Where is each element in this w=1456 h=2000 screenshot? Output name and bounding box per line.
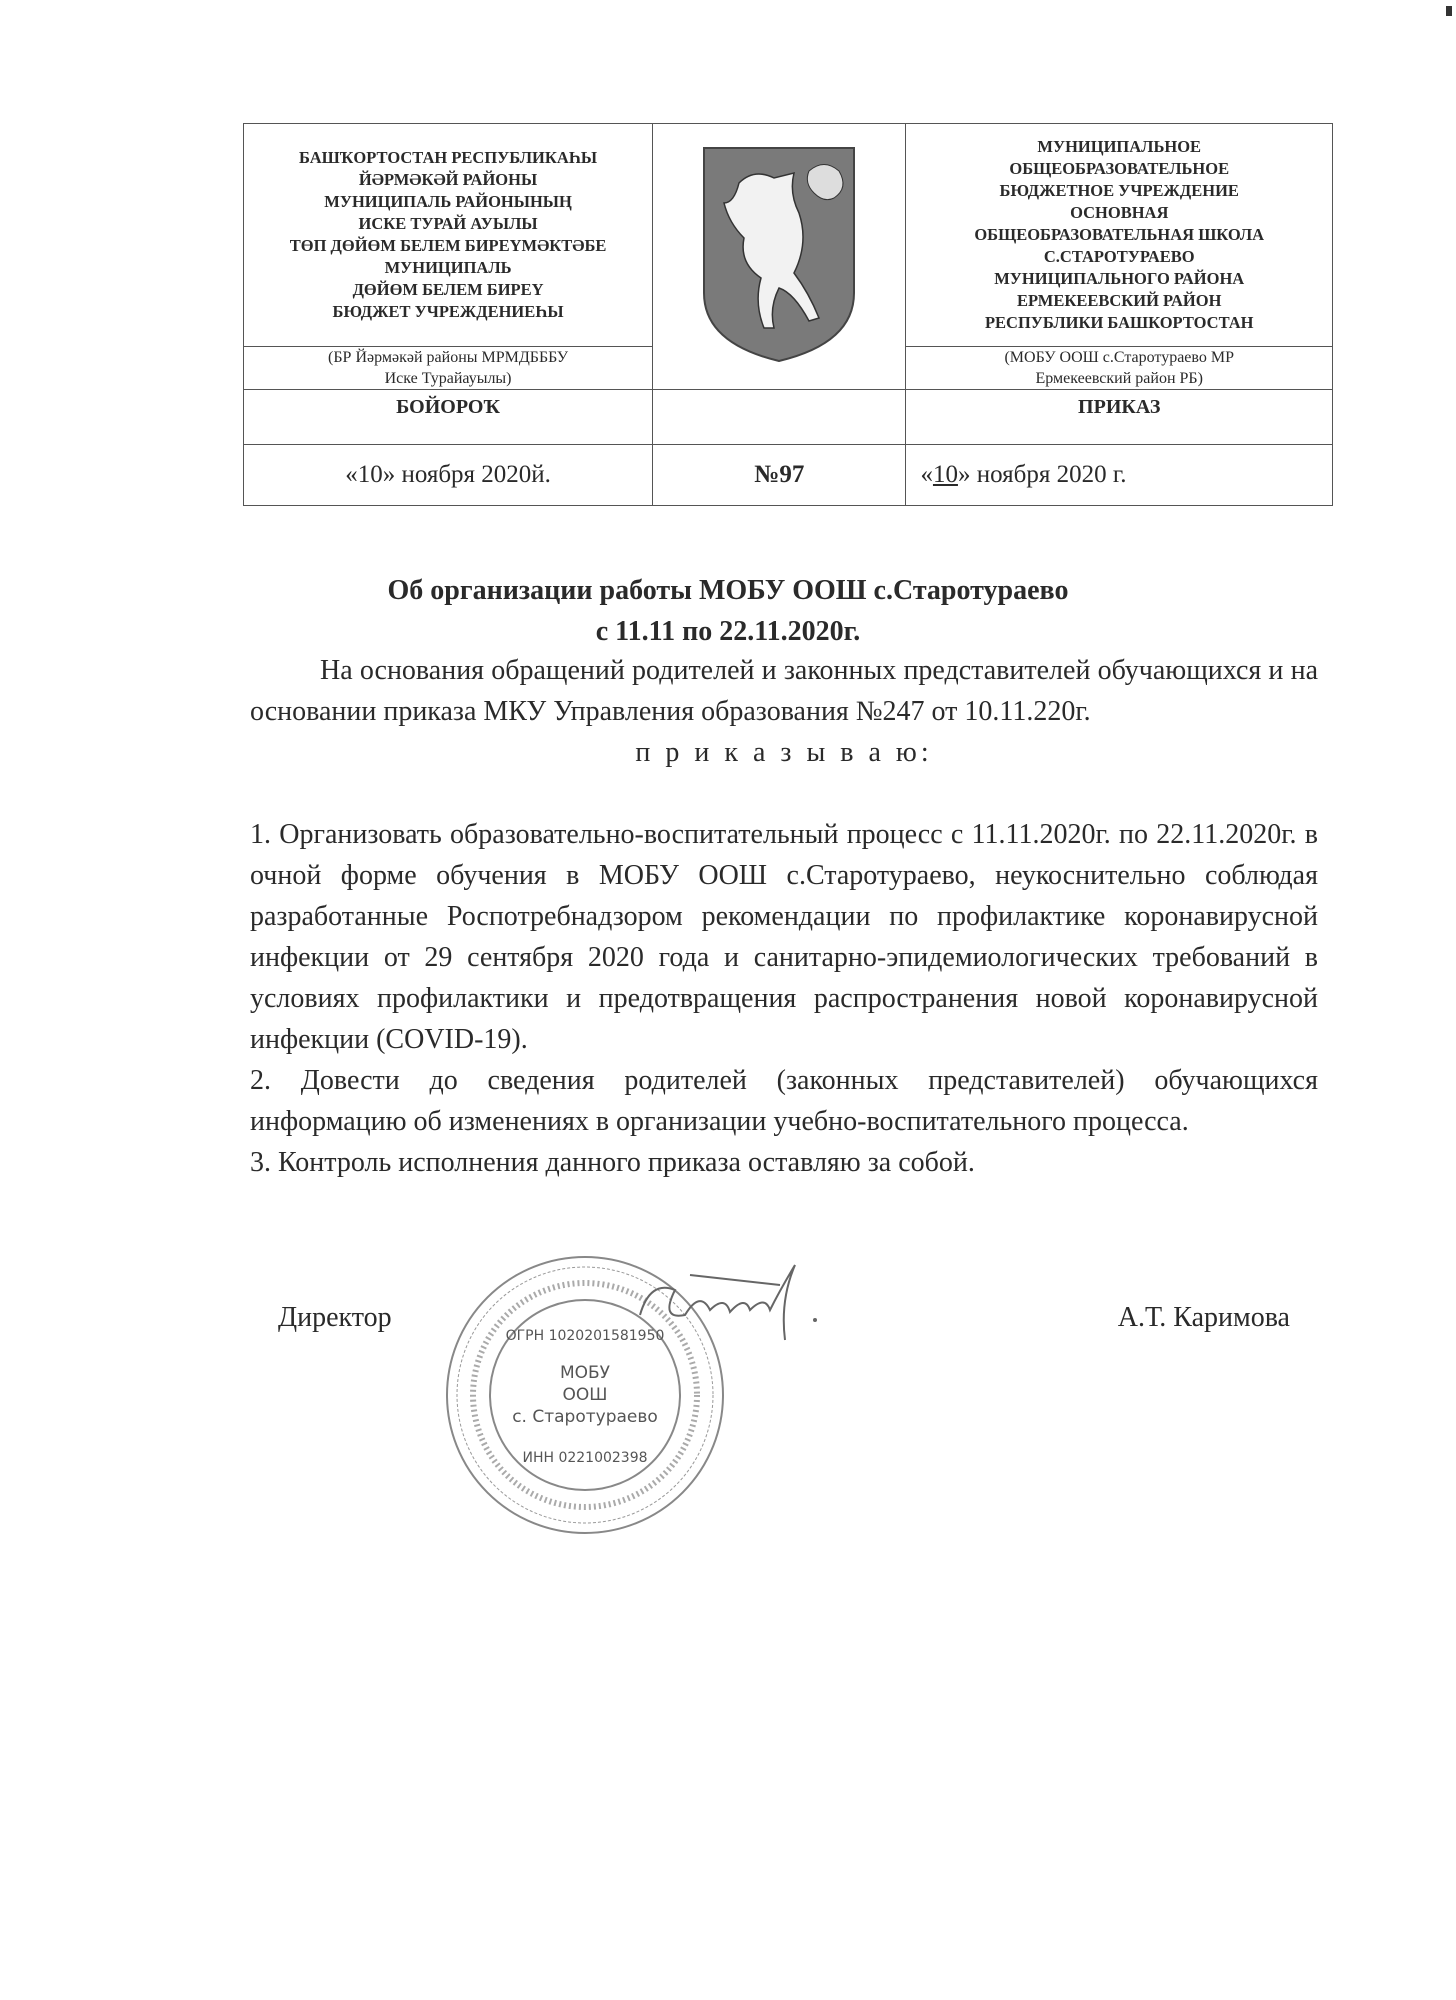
russian-org-name — [906, 124, 1333, 347]
bashkir-org-name — [244, 124, 653, 347]
preamble: На основания обращений родителей и законных представителей обучающихся и на основании приказа МКУ Управления образования №247 от 10.11.220г. — [250, 655, 1318, 727]
title-line: Об организации работы МОБУ ООШ с.Старотураево — [387, 575, 1069, 606]
order-item-2: 2. Довести до сведения родителей (законных представителей) обучающихся информацию об изменениях в организации учебно-воспитательного процесса. — [250, 1065, 1318, 1137]
line: (БР Йәрмәкәй районы МРМДБББУ — [328, 349, 569, 366]
line: Иске Турайауылы) — [384, 370, 512, 387]
line: ИСКЕ ТУРАЙ АУЫЛЫ — [358, 214, 538, 233]
line: ОБЩЕОБРАЗОВАТЕЛЬНАЯ ШКОЛА — [974, 225, 1265, 244]
line: БЮДЖЕТ УЧРЕЖДЕНИЕҺЫ — [332, 302, 564, 321]
line: РЕСПУБЛИКИ БАШКОРТОСТАН — [984, 313, 1254, 332]
month-year: » ноября 2020 г. — [957, 461, 1127, 488]
line: Ермекеевский район РБ) — [1035, 370, 1203, 387]
line: ОСНОВНАЯ — [1070, 203, 1169, 222]
stamp-line: МОБУ — [559, 1363, 611, 1383]
document-title — [0, 570, 1456, 652]
line: (МОБУ ООШ с.Старотураево МР — [1004, 349, 1234, 366]
letterhead-table — [243, 123, 1333, 506]
stamp-line: с. Старотураево — [512, 1407, 658, 1427]
line: ТӨП ДӨЙӨМ БЕЛЕМ БИРЕҮМӘКТӘБЕ — [289, 236, 607, 255]
date-russian — [906, 445, 1333, 506]
signer-role: Директор — [278, 1302, 392, 1333]
line: БАШҠОРТОСТАН РЕСПУБЛИКАҺЫ — [299, 148, 598, 167]
order-item-1: 1. Организовать образовательно-воспитательный процесс с 11.11.2020г. по 22.11.2020г. в очной форме обучения в МОБУ ООШ с.Старотураево, неукоснительно соблюдая разработанные Роспотребнадзором рекомендации по профилактике коронавирусной инфекции от 29 сентября 2020 года и санитарно-эпидемиологических требований в условиях профилактики и предотвращения распространения новой коронавирусной инфекции (COVID-19). — [250, 819, 1318, 1055]
line: ЕРМЕКЕЕВСКИЙ РАЙОН — [1017, 291, 1222, 310]
empty-cell — [653, 390, 906, 445]
signature-line — [278, 1302, 1290, 1334]
order-item-3: 3. Контроль исполнения данного приказа оставляю за собой. — [250, 1147, 975, 1178]
day: 10 — [932, 461, 958, 488]
line: МУНИЦИПАЛЬНОГО РАЙОНА — [994, 269, 1245, 288]
line: ОБЩЕОБРАЗОВАТЕЛЬНОЕ — [1009, 159, 1230, 178]
stamp-inn: ИНН 0221002398 — [522, 1450, 648, 1466]
stamp-line: ООШ — [562, 1385, 608, 1405]
stamp-ogrn: ОГРН 1020201581950 — [505, 1328, 665, 1344]
document-body — [250, 650, 1318, 1183]
line: ДӨЙӨМ БЕЛЕМ БИРЕҮ — [352, 280, 544, 299]
line: МУНИЦИПАЛЬНОЕ — [1037, 137, 1202, 156]
quote: « — [920, 461, 933, 488]
date-bashkir: «10» ноября 2020й. — [244, 445, 653, 506]
order-number: №97 — [653, 445, 906, 506]
line: С.СТАРОТУРАЕВО — [1043, 247, 1195, 266]
coat-of-arms-emblem — [699, 143, 859, 365]
doc-kind-russian: ПРИКАЗ — [906, 390, 1333, 445]
bashkir-org-abbr — [244, 347, 653, 390]
scan-mark — [1446, 6, 1452, 16]
line: МУНИЦИПАЛЬ РАЙОНЫНЫҢ — [324, 192, 572, 211]
doc-kind-bashkir: БОЙОРОҠ — [244, 390, 653, 445]
order-word: п р и к а з ы в а ю: — [635, 737, 933, 768]
title-line: с 11.11 по 22.11.2020г. — [595, 616, 861, 647]
russian-org-abbr — [906, 347, 1333, 390]
line: ЙӘРМӘКӘЙ РАЙОНЫ — [358, 170, 538, 189]
signer-name: А.Т. Каримова — [1117, 1302, 1290, 1333]
line: МУНИЦИПАЛЬ — [384, 258, 512, 277]
coat-of-arms-cell — [653, 124, 906, 390]
line: БЮДЖЕТНОЕ УЧРЕЖДЕНИЕ — [999, 181, 1239, 200]
